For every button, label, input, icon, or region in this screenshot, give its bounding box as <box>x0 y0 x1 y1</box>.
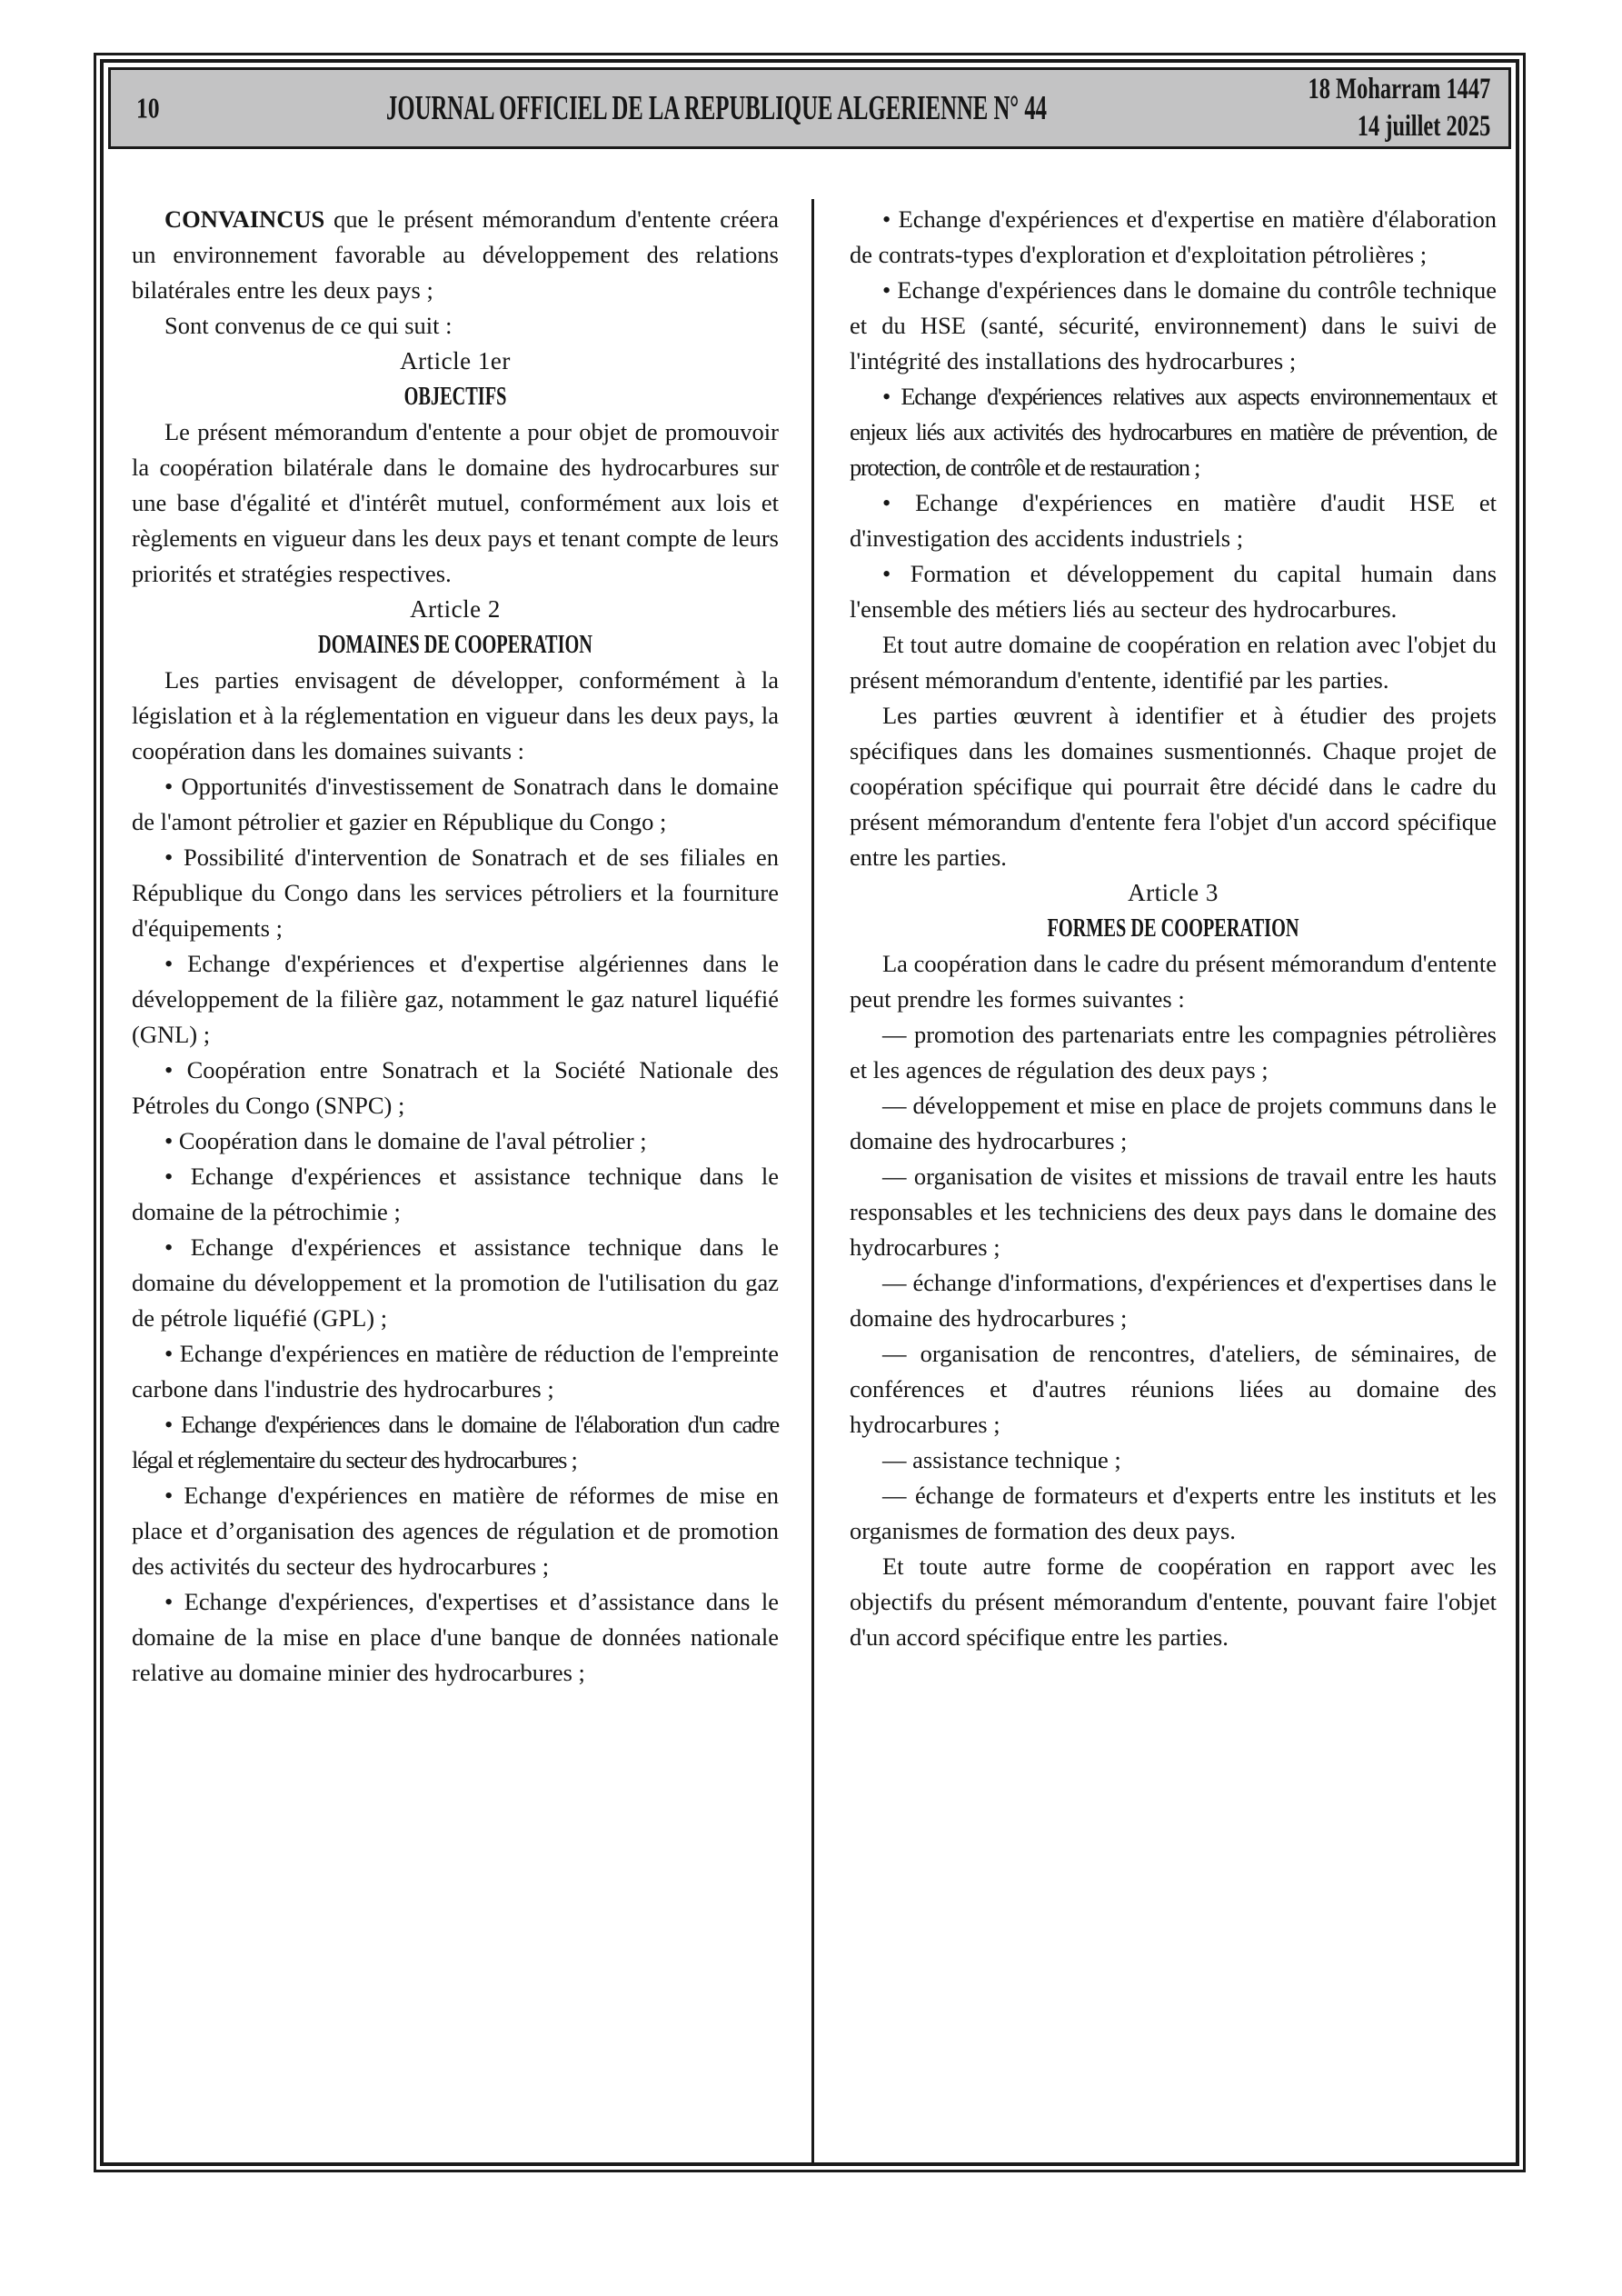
paragraph: Et tout autre domaine de coopération en relation avec l'objet du présent mémorandum d'entente, identifié par les parties. <box>850 631 1497 694</box>
paragraph: CONVAINCUS que le présent mémorandum d'entente créera un environnement favorable au développement des relations bilatérales entre les deux pays ; <box>132 205 779 304</box>
dash-item: — organisation de rencontres, d'ateliers, de séminaires, de conférences et d'autres réunions liées au domaine des hydrocarbures ; <box>850 1340 1497 1438</box>
paragraph-lead: CONVAINCUS <box>164 205 325 233</box>
page-number: 10 <box>136 91 160 125</box>
paragraph: Et toute autre forme de coopération en rapport avec les objectifs du présent mémorandum d'entente, pouvant faire l'objet d'un accord spécifique entre les parties. <box>850 1552 1497 1651</box>
article-title: Article 1er <box>400 347 511 374</box>
page-frame <box>94 53 1526 2172</box>
bullet-item: • Echange d'expériences et assistance technique dans le domaine du développement et la promotion de l'utilisation du gaz de pétrole liquéfié (GPL) ; <box>132 1233 779 1332</box>
bullet-item: • Possibilité d'intervention de Sonatrach et de ses filiales en République du Congo dans les services pétroliers et la fourniture d'équipements ; <box>132 844 779 942</box>
bullet-item: • Echange d'expériences relatives aux aspects environnementaux et enjeux liés aux activités des hydrocarbures en matière de prévention, de protection, de contrôle et de restauration ; <box>850 383 1497 481</box>
bullet-item: • Opportunités d'investissement de Sonatrach dans le domaine de l'amont pétrolier et gazier en République du Congo ; <box>132 773 780 835</box>
bullet-item: • Echange d'expériences, d'expertises et d’assistance dans le domaine de la mise en place d'une banque de données nationale relative au domaine minier des hydrocarbures ; <box>132 1588 779 1686</box>
left-column <box>132 202 779 1691</box>
paragraph: La coopération dans le cadre du présent mémorandum d'entente peut prendre les formes suivantes : <box>850 950 1497 1013</box>
dash-item: — assistance technique ; <box>882 1446 1121 1473</box>
bullet-item: • Coopération dans le domaine de l'aval pétrolier ; <box>164 1127 647 1154</box>
dash-item: — développement et mise en place de projets communs dans le domaine des hydrocarbures ; <box>850 1092 1498 1154</box>
date-hijri: 18 Moharram 1447 <box>1308 73 1490 105</box>
bullet-item: • Echange d'expériences en matière d'audit HSE et d'investigation des accidents industriels ; <box>850 489 1498 552</box>
bullet-item: • Echange d'expériences dans le domaine du contrôle technique et du HSE (santé, sécurité, environnement) dans le suivi de l'intégrité des installations des hydrocarbures ; <box>850 276 1497 374</box>
bullet-item: • Echange d'expériences et d'expertise algériennes dans le développement de la filière gaz, notamment le gaz naturel liquéfié (GNL) ; <box>132 950 779 1048</box>
section-heading: FORMES DE COOPERATION <box>1047 913 1299 943</box>
journal-title: JOURNAL OFFICIEL DE LA REPUBLIQUE ALGERIENNE N° 44 <box>386 89 1048 127</box>
right-column <box>850 202 1497 1655</box>
dash-item: — organisation de visites et missions de travail entre les hauts responsables et les techniciens des deux pays dans le domaine des hydrocarbures ; <box>850 1163 1498 1261</box>
paragraph: Les parties œuvrent à identifier et à étudier des projets spécifiques dans les domaines susmentionnés. Chaque projet de coopération spécifique qui pourrait être décidé dans le cadre du présent mémorandum d'entente fera l'objet d'un accord spécifique entre les parties. <box>850 702 1497 871</box>
bullet-item: • Coopération entre Sonatrach et la Société Nationale des Pétroles du Congo (SNPC) ; <box>132 1056 779 1119</box>
bullet-item: • Echange d'expériences en matière de réduction de l'empreinte carbone dans l'industrie des hydrocarbures ; <box>132 1340 779 1403</box>
dash-item: — échange d'informations, d'expériences et d'expertises dans le domaine des hydrocarbures ; <box>850 1269 1497 1332</box>
bullet-item: • Echange d'expériences en matière de réformes de mise en place et d’organisation des agences de régulation et de promotion des activités du secteur des hydrocarbures ; <box>132 1482 779 1580</box>
article-title: Article 2 <box>410 595 501 623</box>
dash-item: — promotion des partenariats entre les compagnies pétrolières et les agences de régulation des deux pays ; <box>850 1021 1497 1083</box>
bullet-item: • Echange d'expériences et d'expertise en matière d'élaboration de contrats-types d'exploration et d'exploitation pétrolières ; <box>850 205 1497 268</box>
article-title: Article 3 <box>1128 879 1219 906</box>
paragraph: Le présent mémorandum d'entente a pour objet de promouvoir la coopération bilatérale dans le domaine des hydrocarbures sur une base d'égalité et d'intérêt mutuel, conformément aux lois et règlements en vigueur dans les deux pays et tenant compte de leurs priorités et stratégies respectives. <box>132 418 779 587</box>
bullet-item: • Echange d'expériences dans le domaine de l'élaboration d'un cadre légal et réglementaire du secteur des hydrocarbures ; <box>132 1411 779 1473</box>
date-gregorian: 14 juillet 2025 <box>1357 110 1490 143</box>
section-heading: DOMAINES DE COOPERATION <box>318 630 592 659</box>
section-heading: OBJECTIFS <box>403 382 507 411</box>
page-frame-inner <box>100 59 1519 2166</box>
column-divider <box>811 199 814 2162</box>
paragraph: Les parties envisagent de développer, conformément à la législation et à la réglementation en vigueur dans les deux pays, la coopération dans les domaines suivants : <box>132 666 779 764</box>
masthead <box>108 67 1511 149</box>
dash-item: — échange de formateurs et d'experts entre les instituts et les organismes de formation des deux pays. <box>850 1482 1498 1544</box>
issue-dates <box>1308 71 1490 145</box>
paragraph: Sont convenus de ce qui suit : <box>164 312 453 339</box>
bullet-item: • Echange d'expériences et assistance technique dans le domaine de la pétrochimie ; <box>132 1163 779 1225</box>
bullet-item: • Formation et développement du capital humain dans l'ensemble des métiers liés au secteur des hydrocarbures. <box>850 560 1498 623</box>
